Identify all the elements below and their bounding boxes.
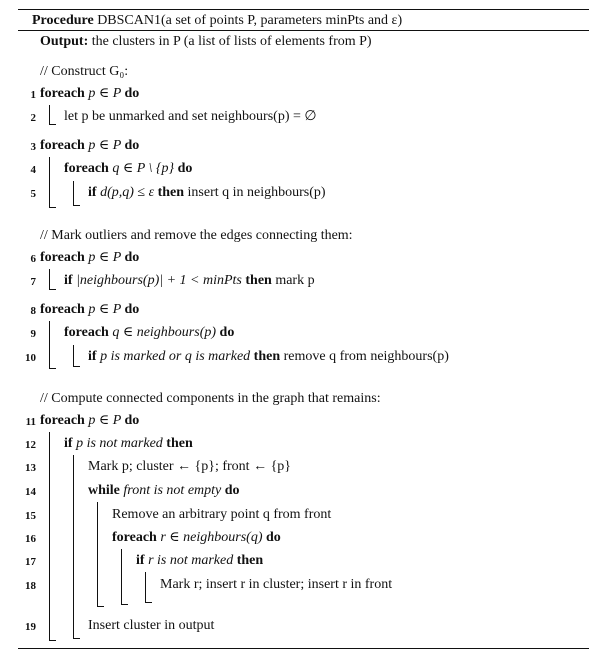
expr: r ∈ neighbours(q) bbox=[156, 530, 266, 545]
code-line-3 bbox=[40, 138, 139, 154]
keyword: if bbox=[64, 436, 73, 451]
code-line-12 bbox=[64, 436, 193, 452]
output-line bbox=[40, 34, 372, 50]
procedure-keyword: Procedure bbox=[32, 13, 94, 28]
keyword: do bbox=[265, 530, 281, 545]
keyword: then bbox=[166, 436, 193, 451]
expr: p is not marked bbox=[72, 436, 167, 451]
keyword: foreach bbox=[40, 138, 85, 153]
line-number: 4 bbox=[30, 164, 36, 176]
block-bracket bbox=[97, 502, 104, 607]
header-rule bbox=[18, 30, 589, 31]
block-bracket bbox=[49, 157, 56, 208]
keyword: foreach bbox=[40, 302, 85, 317]
block-bracket bbox=[49, 432, 56, 641]
expr: p ∈ P bbox=[84, 302, 125, 317]
code-line-19: Insert cluster in output bbox=[88, 618, 215, 633]
keyword: while bbox=[88, 483, 120, 498]
expr: r is not marked bbox=[144, 553, 237, 568]
line-number: 18 bbox=[25, 580, 36, 592]
expr: q ∈ P \ {p} bbox=[108, 161, 178, 176]
line-number: 7 bbox=[30, 276, 36, 288]
code-line-17 bbox=[136, 553, 263, 569]
block-bracket bbox=[49, 105, 56, 125]
expr: d(p,q) ≤ ε bbox=[96, 185, 158, 200]
comment-mark-outliers: // Mark outliers and remove the edges connecting them: bbox=[40, 228, 353, 243]
code-line-7 bbox=[64, 273, 315, 289]
code-line-5 bbox=[88, 185, 326, 201]
expr: p ∈ P bbox=[84, 86, 125, 101]
line-number: 12 bbox=[25, 439, 36, 451]
line-number: 1 bbox=[30, 89, 36, 101]
expr: remove q from neighbours(p) bbox=[280, 349, 449, 364]
code-line-15: Remove an arbitrary point q from front bbox=[112, 507, 332, 522]
bottom-rule bbox=[18, 648, 589, 649]
line-number: 9 bbox=[30, 328, 36, 340]
line-number: 19 bbox=[25, 621, 36, 633]
line-number: 6 bbox=[30, 253, 36, 265]
block-bracket bbox=[49, 321, 56, 369]
keyword: foreach bbox=[40, 413, 85, 428]
keyword: foreach bbox=[40, 86, 85, 101]
keyword: foreach bbox=[64, 161, 109, 176]
code-line-2: let p be unmarked and set neighbours(p) = ∅ bbox=[64, 109, 317, 124]
keyword: do bbox=[177, 161, 193, 176]
output-text: the clusters in P (a list of lists of elements from P) bbox=[88, 34, 372, 49]
code-line-8 bbox=[40, 302, 139, 318]
expr: p ∈ P bbox=[84, 250, 125, 265]
expr: insert q in neighbours(p) bbox=[184, 185, 326, 200]
keyword: then bbox=[157, 185, 185, 200]
line-number: 14 bbox=[25, 486, 36, 498]
keyword: foreach bbox=[40, 250, 85, 265]
keyword: then bbox=[245, 273, 272, 288]
keyword: do bbox=[124, 250, 140, 265]
line-number: 17 bbox=[25, 556, 36, 568]
block-bracket bbox=[73, 181, 80, 206]
line-number: 5 bbox=[30, 188, 36, 200]
comment-components: // Compute connected components in the graph that remains: bbox=[40, 391, 381, 406]
line-number: 15 bbox=[25, 510, 36, 522]
expr: p ∈ P bbox=[84, 138, 125, 153]
expr: p ∈ P bbox=[84, 413, 125, 428]
block-bracket bbox=[145, 572, 152, 603]
top-rule bbox=[18, 9, 589, 10]
line-number: 10 bbox=[25, 352, 36, 364]
keyword: do bbox=[224, 483, 240, 498]
keyword: if bbox=[136, 553, 145, 568]
output-keyword: Output: bbox=[40, 34, 89, 49]
keyword: then bbox=[253, 349, 281, 364]
line-number: 13 bbox=[25, 462, 36, 474]
line-number: 3 bbox=[30, 141, 36, 153]
expr: mark p bbox=[271, 273, 315, 288]
expr: p is marked or q is marked bbox=[96, 349, 254, 364]
procedure-name: DBSCAN1 bbox=[97, 13, 161, 28]
keyword: do bbox=[124, 302, 140, 317]
keyword: do bbox=[124, 413, 140, 428]
block-bracket bbox=[73, 455, 80, 639]
block-bracket bbox=[73, 345, 80, 367]
expr: front is not empty bbox=[119, 483, 225, 498]
code-line-14 bbox=[88, 483, 240, 499]
code-line-1 bbox=[40, 86, 139, 102]
expr: |neighbours(p)| + 1 < minPts bbox=[72, 273, 246, 288]
keyword: do bbox=[124, 138, 140, 153]
keyword: foreach bbox=[64, 325, 109, 340]
code-line-11 bbox=[40, 413, 139, 429]
code-line-18: Mark r; insert r in cluster; insert r in front bbox=[160, 577, 393, 592]
keyword: do bbox=[124, 86, 140, 101]
keyword: if bbox=[88, 185, 97, 200]
line-number: 16 bbox=[25, 533, 36, 545]
comment-construct: // Construct G₀: bbox=[40, 64, 129, 79]
code-line-13: Mark p; cluster ← {p}; front ← {p} bbox=[88, 459, 292, 474]
keyword: foreach bbox=[112, 530, 157, 545]
keyword: do bbox=[219, 325, 235, 340]
code-line-6 bbox=[40, 250, 139, 266]
code-line-9 bbox=[64, 325, 234, 341]
keyword: if bbox=[64, 273, 73, 288]
block-bracket bbox=[49, 269, 56, 290]
procedure-args: (a set of points P, parameters minPts and ε) bbox=[160, 13, 403, 28]
line-number: 8 bbox=[30, 305, 36, 317]
procedure-title bbox=[32, 13, 402, 29]
line-number: 2 bbox=[30, 112, 36, 124]
block-bracket bbox=[121, 549, 128, 605]
expr: q ∈ neighbours(p) bbox=[108, 325, 220, 340]
keyword: then bbox=[236, 553, 264, 568]
code-line-4 bbox=[64, 161, 192, 177]
line-number: 11 bbox=[25, 416, 36, 428]
code-line-16 bbox=[112, 530, 281, 546]
keyword: if bbox=[88, 349, 97, 364]
code-line-10 bbox=[88, 349, 449, 365]
